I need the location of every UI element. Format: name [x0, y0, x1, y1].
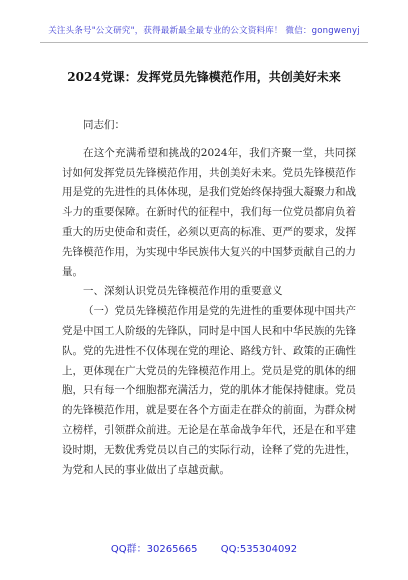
- qq-contact-number: QQ:535304092: [220, 544, 298, 555]
- document-body: [62, 116, 356, 480]
- promo-banner: 关注头条号"公文研究"，获得最新最全最专业的公文资料库！ 微信：gongwenyj: [48, 26, 360, 36]
- page-footer: [0, 540, 408, 555]
- qq-group-number: QQ群：30265665: [110, 544, 198, 555]
- header-divider: [40, 42, 368, 43]
- salutation: 同志们：: [83, 119, 125, 131]
- paragraph-intro: 在这个充满希望和挑战的2024年，我们齐聚一堂，共同探讨如何发挥党员先锋模范作用，共创美好未来。党员先锋模范作用是党的先进性的具体体现，是我们党始终保持强大凝聚力和战斗力的重要保障。在新时代的征程中，我们每一位党员都肩负着重大的历史使命和责任，必须以更高的标准、更严的要求，发挥先锋模范作用，为实现中华民族伟大复兴的中国梦贡献自己的力量。: [62, 146, 356, 278]
- paragraph-section-1-1: （一）党员先锋模范作用是党的先进性的重要体现中国共产党是中国工人阶级的先锋队，同时是中国人民和中华民族的先锋队。党的先进性不仅体现在党的理论、路线方针、政策的正确性上，更体现在广大党员的先锋模范作用上。党员是党的肌体的细胞，只有每一个细胞都充满活力，党的肌体才能保持健康。党员的先锋模范作用，就是要在各个方面走在群众的前面，为群众树立榜样，引领群众前进。无论是在革命战争年代，还是在和平建设时期，无数优秀党员以自己的实际行动，诠释了党的先进性，为党和人民的事业做出了卓越贡献。: [62, 305, 356, 476]
- document-title: 2024党课：发挥党员先锋模范作用，共创美好未来: [67, 70, 341, 84]
- section-heading-1: 一、深刻认识党员先锋模范作用的重要意义: [83, 285, 283, 298]
